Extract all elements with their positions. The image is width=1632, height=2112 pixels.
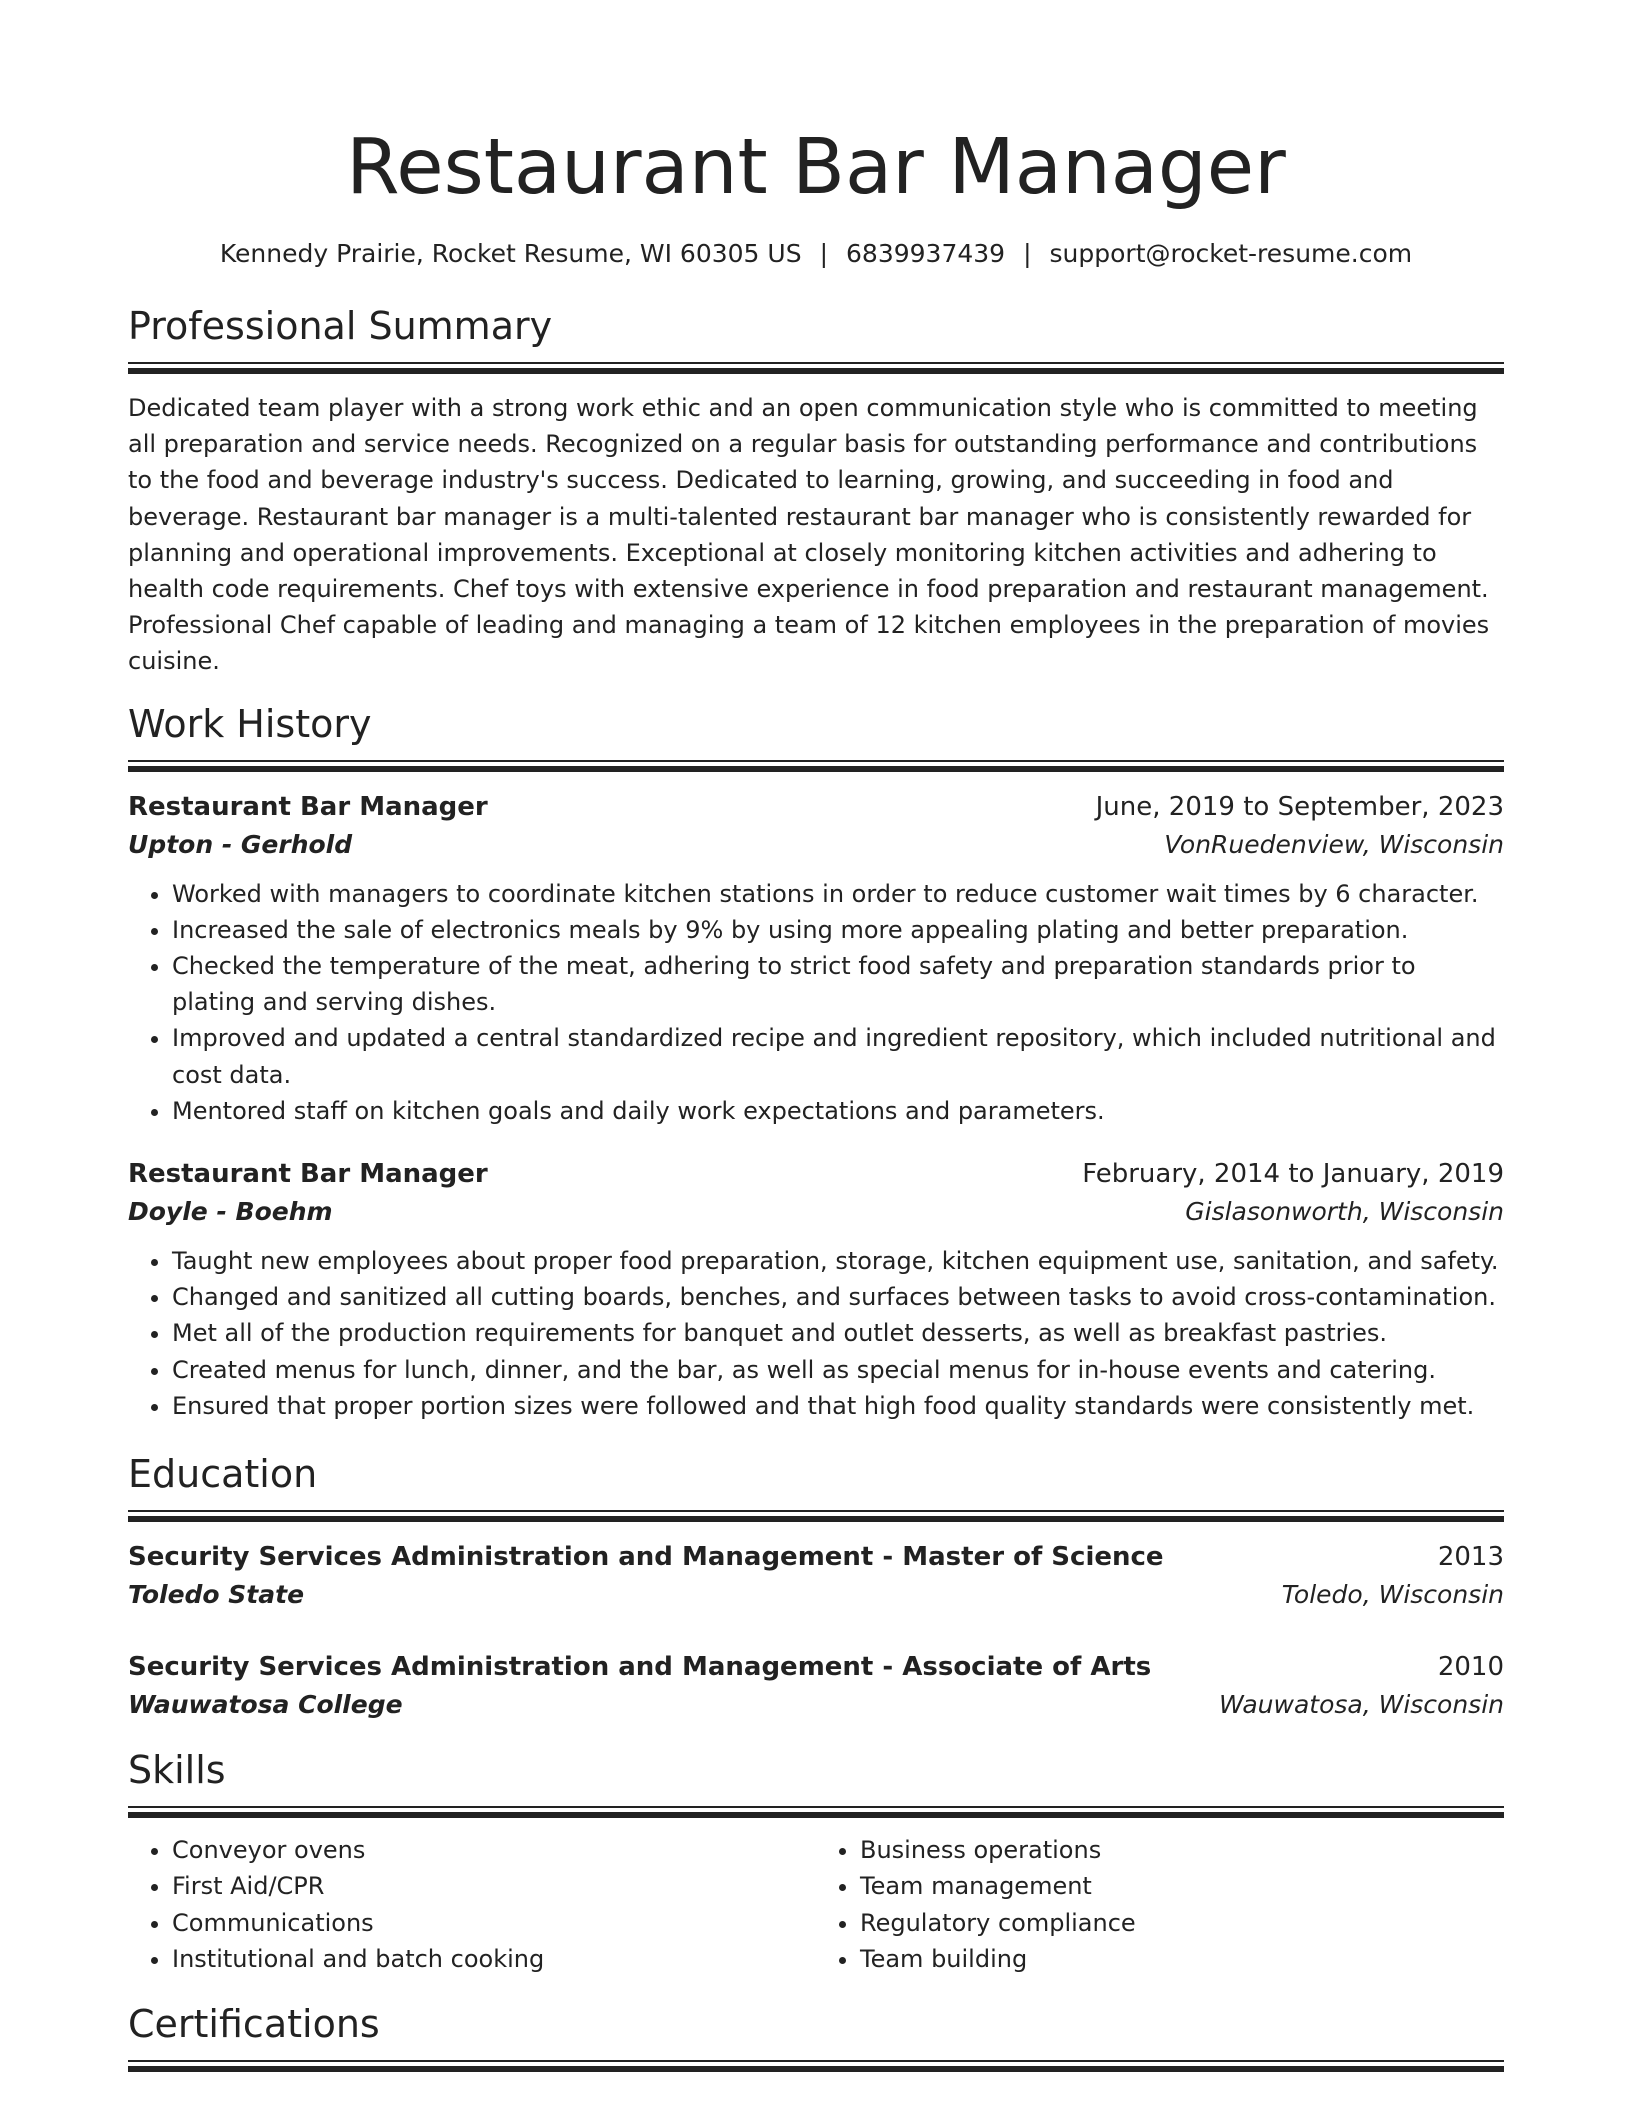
- section-title-certifications: Certifications: [128, 2001, 380, 2046]
- job-location: VonRuedenview, Wisconsin: [1164, 829, 1504, 859]
- contact-line: [128, 236, 1504, 272]
- education-school: Wauwatosa College: [128, 1690, 403, 1720]
- work-history-section: [128, 700, 1504, 1424]
- list-item: • First Aid/CPR: [172, 1868, 816, 1904]
- job-subheader: [128, 1193, 1504, 1231]
- section-divider: [128, 760, 1504, 772]
- list-item: • Checked the temperature of the meat, adhering to strict food safety and preparation standards prior to plating and serving dishes.: [172, 948, 1504, 1020]
- job-company: Upton - Gerhold: [128, 829, 353, 859]
- section-divider: [128, 362, 1504, 374]
- contact-email: support@rocket-resume.com: [1049, 239, 1413, 268]
- education-header: [128, 1538, 1504, 1576]
- education-section: [128, 1450, 1504, 1724]
- list-item: • Business operations: [860, 1832, 1504, 1868]
- education-entry: [128, 1538, 1504, 1614]
- summary-text: Dedicated team player with a strong work ethic and an open communication style who is committed to meeting all preparation and service needs. Recognized on a regular basis for outstanding performance and contributions to the food and beverage industry's success. Dedicated to learning, growing, and succeeding in food and beverage. Restaurant bar manager is a multi-talented restaurant bar manager who is consistently rewarded for planning and operational improvements. Exceptional at closely monitoring kitchen activities and adhering to health code requirements. Chef toys with extensive experience in food preparation and restaurant management. Professional Chef capable of leading and managing a team of 12 kitchen employees in the preparation of movies cuisine.: [128, 394, 1490, 676]
- job-dates: June, 2019 to September, 2023: [1095, 791, 1504, 822]
- list-item: • Changed and sanitized all cutting boards, benches, and surfaces between tasks to avoid cross-contamination.: [172, 1279, 1504, 1315]
- section-title-education: Education: [128, 1452, 318, 1497]
- job-location: Gislasonworth, Wisconsin: [1185, 1197, 1504, 1227]
- section-title-work-history: Work History: [128, 701, 372, 746]
- job-entry: [128, 788, 1504, 1129]
- education-school: Toledo State: [128, 1580, 305, 1610]
- list-item: • Met all of the production requirements for banquet and outlet desserts, as well as breakfast pastries.: [172, 1315, 1504, 1351]
- job-subheader: [128, 826, 1504, 864]
- contact-separator: |: [819, 239, 829, 268]
- job-bullets: [128, 1243, 1504, 1424]
- education-location: Wauwatosa, Wisconsin: [1218, 1690, 1504, 1720]
- education-location: Toledo, Wisconsin: [1281, 1580, 1504, 1610]
- job-dates: February, 2014 to January, 2019: [1082, 1159, 1504, 1190]
- list-item: • Worked with managers to coordinate kitchen stations in order to reduce customer wait times by 6 character.: [172, 876, 1504, 912]
- education-year: 2013: [1437, 1542, 1504, 1573]
- education-entry: [128, 1648, 1504, 1724]
- contact-address: Kennedy Prairie, Rocket Resume, WI 60305 US: [219, 239, 802, 268]
- education-subheader: [128, 1686, 1504, 1724]
- list-item: • Team management: [860, 1868, 1504, 1904]
- education-subheader: [128, 1576, 1504, 1614]
- list-item: • Institutional and batch cooking: [172, 1941, 816, 1977]
- list-item: • Taught new employees about proper food preparation, storage, kitchen equipment use, sanitation, and safety.: [172, 1243, 1504, 1279]
- section-divider: [128, 1806, 1504, 1818]
- section-title-summary: Professional Summary: [128, 304, 553, 348]
- education-degree: Security Services Administration and Management - Associate of Arts: [128, 1652, 1152, 1683]
- list-item: • Improved and updated a central standardized recipe and ingredient repository, which included nutritional and cost data.: [172, 1020, 1504, 1092]
- summary-section: [128, 302, 1504, 680]
- list-item: • Mentored staff on kitchen goals and daily work expectations and parameters.: [172, 1093, 1504, 1129]
- list-item: • Increased the sale of electronics meals by 9% by using more appealing plating and better preparation.: [172, 912, 1504, 948]
- job-entry: [128, 1155, 1504, 1424]
- job-header: [128, 1155, 1504, 1193]
- section-title-skills: Skills: [128, 1748, 226, 1793]
- skills-column-left: [128, 1832, 816, 1978]
- list-item: • Communications: [172, 1905, 816, 1941]
- resume-title: Restaurant Bar Manager: [346, 123, 1286, 212]
- job-title: Restaurant Bar Manager: [128, 791, 488, 822]
- section-divider: [128, 1510, 1504, 1522]
- skills-section: [128, 1746, 1504, 1978]
- skills-column-right: [816, 1832, 1504, 1978]
- section-divider: [128, 2060, 1504, 2072]
- contact-phone: 6839937439: [846, 239, 1006, 268]
- list-item: • Conveyor ovens: [172, 1832, 816, 1868]
- list-item: • Team building: [860, 1941, 1504, 1977]
- contact-separator: |: [1023, 239, 1032, 268]
- list-item: • Ensured that proper portion sizes were followed and that high food quality standards were consistently met.: [172, 1388, 1504, 1424]
- certifications-section: [128, 2000, 1504, 2072]
- job-header: [128, 788, 1504, 826]
- job-bullets: [128, 876, 1504, 1129]
- education-degree: Security Services Administration and Management - Master of Science: [128, 1542, 1164, 1573]
- education-year: 2010: [1437, 1652, 1504, 1683]
- skills-list: [128, 1832, 1504, 1978]
- list-item: • Regulatory compliance: [860, 1905, 1504, 1941]
- list-item: • Created menus for lunch, dinner, and the bar, as well as special menus for in-house events and catering.: [172, 1352, 1504, 1388]
- education-header: [128, 1648, 1504, 1686]
- job-company: Doyle - Boehm: [128, 1197, 333, 1227]
- job-title: Restaurant Bar Manager: [128, 1159, 488, 1190]
